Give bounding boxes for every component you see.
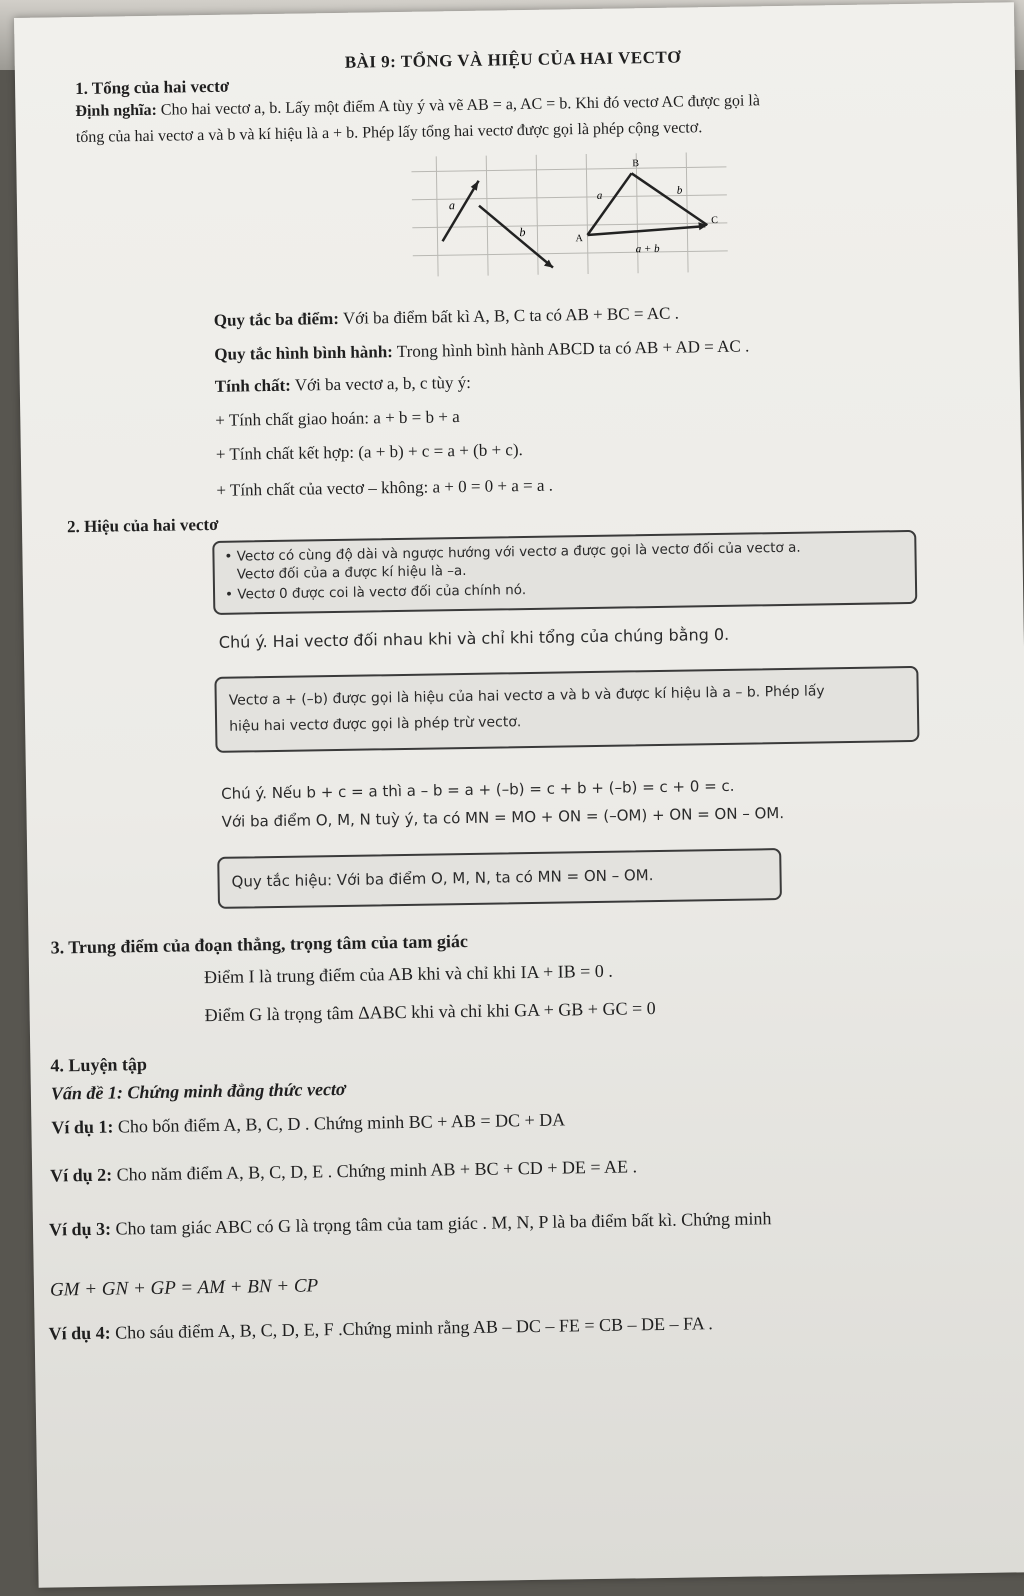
ex4-text: Cho sáu điểm A, B, C, D, E, F .Chứng minh rằng AB – DC – FE = CB – DE – FA . — [115, 1313, 713, 1343]
ex2-label: Ví dụ 2: — [50, 1164, 113, 1186]
vector-a-head — [471, 181, 479, 191]
box1-line1: • Vectơ có cùng độ dài và ngược hướng với vectơ a được gọi là vectơ đối của vectơ a. — [224, 539, 801, 565]
example-3 — [49, 1208, 772, 1240]
section-1-heading: 1. Tổng của hai vectơ — [74, 76, 230, 99]
example-4 — [49, 1313, 713, 1344]
properties — [215, 373, 471, 397]
triangle-ab — [587, 173, 633, 235]
box2-line1: Vectơ a + (–b) được gọi là hiệu của hai vectơ a và b và được kí hiệu là a – b. Phép lấy — [228, 683, 825, 709]
label-a: a — [448, 198, 456, 213]
point-B: B — [632, 158, 640, 170]
example-2 — [50, 1156, 637, 1186]
ex1-text: Cho bốn điểm A, B, C, D . Chứng minh BC + AB = DC + DA — [117, 1109, 566, 1137]
definition-line-2: tổng của hai vectơ a và b và kí hiệu là a + b. Phép lấy tổng hai vectơ được gọi là phép cộng vectơ. — [75, 119, 703, 147]
section-4-heading: 4. Luyện tập — [50, 1054, 148, 1076]
topic-1: Vấn đề 1: Chứng minh đẳng thức vectơ — [50, 1078, 346, 1104]
worksheet-page — [14, 2, 1024, 1588]
property-zero-vector: + Tính chất của vectơ – không: a + 0 = 0 + a = a . — [216, 475, 554, 500]
note-difference-line2: Với ba điểm O, M, N tuỳ ý, ta có MN = MO + ON = (–OM) + ON = ON – OM. — [221, 804, 785, 831]
point-A: A — [575, 233, 583, 245]
example-3-equation: GM + GN + GP = AM + BN + CP — [49, 1275, 319, 1301]
midpoint-condition: Điểm I là trung điểm của AB khi và chỉ khi IA + IB = 0 . — [203, 960, 613, 988]
section-3-heading: 3. Trung điểm của đoạn thẳng, trọng tâm của tam giác — [50, 930, 469, 958]
label-b: b — [519, 224, 526, 240]
ex3-text: Cho tam giác ABC có G là trọng tâm của tam giác . M, N, P là ba điểm bất kì. Chứng minh — [115, 1208, 772, 1239]
prop-text: Với ba vectơ a, b, c tùy ý: — [294, 372, 472, 395]
box1-line2: Vectơ đối của a được kí hiệu là –a. — [236, 562, 467, 583]
ex2-text: Cho năm điểm A, B, C, D, E . Chứng minh AB + BC + CD + DE = AE . — [116, 1156, 638, 1185]
example-1 — [51, 1109, 565, 1138]
tri-label-b: b — [676, 184, 683, 197]
vector-b-arrow — [479, 205, 553, 269]
rule3-label: Quy tắc ba điểm: — [213, 308, 340, 330]
box3-text: Quy tắc hiệu: Với ba điểm O, M, N, ta có MN = ON – OM. — [231, 866, 654, 891]
vector-sum-figure — [406, 147, 738, 282]
ex3-label: Ví dụ 3: — [48, 1218, 112, 1240]
note-opposite-vectors: Chú ý. Hai vectơ đối nhau khi và chỉ khi tổng của chúng bằng 0. — [218, 624, 730, 652]
definition-text-1: Cho hai vectơ a, b. Lấy một điểm A tùy ý và vẽ AB = a, AC = b. Khi đó vectơ AC được gọi là — [160, 92, 761, 119]
rule-parallelogram — [214, 336, 749, 364]
vector-a-arrow — [442, 181, 480, 242]
ex1-label: Ví dụ 1: — [51, 1116, 114, 1138]
box2-line2: hiệu hai vectơ được gọi là phép trừ vectơ. — [229, 714, 522, 735]
note-difference-line1: Chú ý. Nếu b + c = a thì a – b = a + (–b) = c + b + (–b) = c + 0 = c. — [221, 776, 735, 803]
tri-label-a: a — [596, 189, 603, 202]
centroid-condition: Điểm G là trọng tâm ΔABC khi và chỉ khi GA + GB + GC = 0 — [204, 998, 656, 1026]
section-2-heading: 2. Hiệu của hai vectơ — [66, 514, 219, 537]
prop-label: Tính chất: — [214, 375, 291, 396]
triangle-bc — [632, 172, 708, 226]
ex4-label: Ví dụ 4: — [48, 1322, 111, 1344]
rulepar-label: Quy tắc hình bình hành: — [214, 342, 394, 364]
rule3-text: Với ba điểm bất kì A, B, C ta có AB + BC = AC . — [342, 303, 680, 328]
tri-label-sum: a + b — [635, 242, 660, 256]
rule-three-points — [214, 304, 679, 331]
rulepar-text: Trong hình bình hành ABCD ta có AB + AD = AC . — [396, 336, 750, 362]
difference-definition-box — [214, 666, 919, 753]
property-commutative: + Tính chất giao hoán: a + b = b + a — [215, 407, 460, 430]
definition-label: Định nghĩa: — [75, 101, 157, 121]
property-associative: + Tính chất kết hợp: (a + b) + c = a + (b + c). — [215, 440, 523, 464]
opposite-vector-box — [212, 530, 917, 615]
point-C: C — [711, 214, 719, 227]
page-title: BÀI 9: TỔNG VÀ HIỆU CỦA HAI VECTƠ — [344, 47, 682, 72]
difference-rule-box — [217, 848, 782, 909]
box1-line3: • Vectơ 0 được coi là vectơ đối của chính nó. — [224, 582, 527, 603]
